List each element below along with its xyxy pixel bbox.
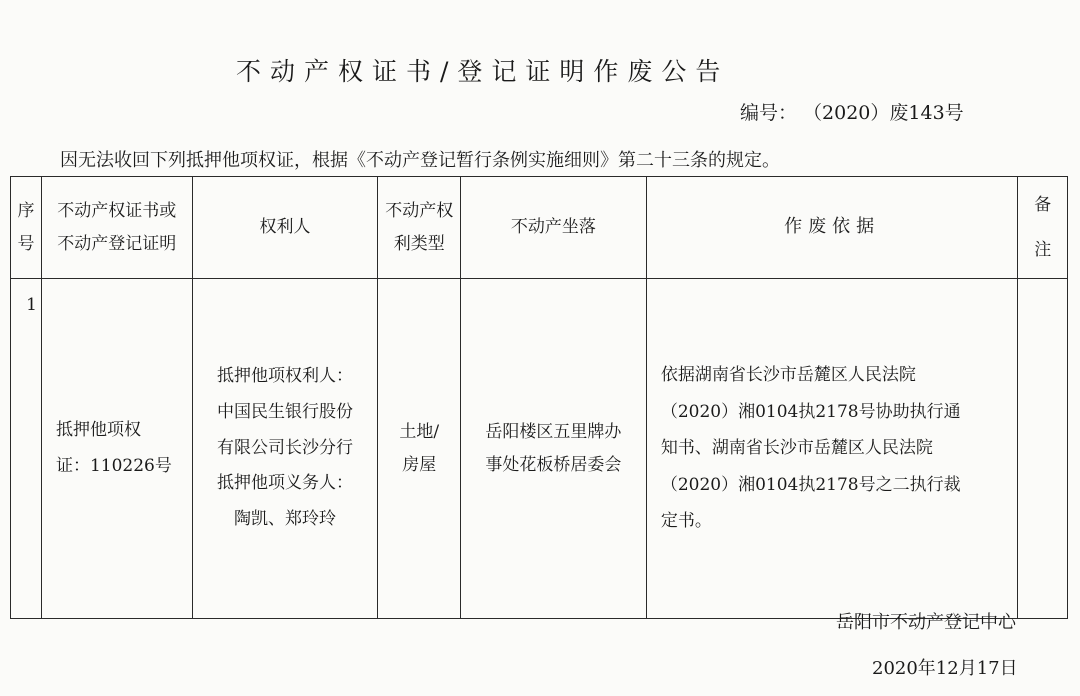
header-holder-label: 权利人 bbox=[259, 217, 311, 238]
header-right-type bbox=[378, 177, 461, 279]
document-number: 编号： （2020）废143号 bbox=[740, 102, 964, 124]
issuer-name: 岳阳市不动产登记中心 bbox=[836, 612, 1016, 633]
header-holder bbox=[192, 177, 378, 279]
row-holder-line: 抵押他项义务人： bbox=[217, 473, 354, 494]
row-holder-line: 有限公司长沙分行 bbox=[217, 437, 354, 458]
notice-title: 不动产权证书/登记证明作废公告 bbox=[236, 57, 730, 86]
row-right-type bbox=[378, 279, 461, 619]
issue-date: 2020年12月17日 bbox=[872, 658, 1018, 679]
header-certificate bbox=[41, 177, 192, 279]
header-note-line2: 注 bbox=[1034, 239, 1052, 260]
row-holder-line: 抵押他项权利人： bbox=[217, 366, 354, 387]
row-basis-line: （2020）湘0104执2178号协助执行通 bbox=[660, 401, 961, 422]
row-basis-line: （2020）湘0104执2178号之二执行裁 bbox=[660, 474, 961, 495]
header-seq-line2: 号 bbox=[17, 233, 35, 254]
header-seq-line1: 序 bbox=[17, 201, 35, 222]
header-seq bbox=[11, 177, 42, 279]
row-holder bbox=[192, 279, 378, 619]
row-seq: 1 bbox=[11, 279, 42, 619]
row-basis-line: 依据湖南省长沙市岳麓区人民法院 bbox=[660, 365, 916, 386]
row-holder-line: 陶凯、郑玲玲 bbox=[234, 509, 337, 530]
void-notice-table bbox=[10, 176, 1068, 619]
header-basis-label: 作废依据 bbox=[784, 216, 881, 238]
header-certificate-line1: 不动产权证书或 bbox=[57, 201, 177, 222]
row-location bbox=[461, 279, 647, 619]
header-note bbox=[1018, 177, 1068, 279]
header-note-line1: 备 bbox=[1034, 195, 1052, 216]
row-certificate bbox=[41, 279, 192, 619]
header-right-type-line2: 利类型 bbox=[393, 233, 445, 254]
table-header-row bbox=[11, 177, 1068, 279]
row-location-line1: 岳阳楼区五里牌办 bbox=[485, 422, 622, 443]
header-basis bbox=[646, 177, 1018, 279]
intro-text: 因无法收回下列抵押他项权证，根据《不动产登记暂行条例实施细则》第二十三条的规定。 bbox=[60, 150, 780, 171]
row-note bbox=[1018, 279, 1068, 619]
row-basis-line: 知书、湖南省长沙市岳麓区人民法院 bbox=[660, 438, 933, 459]
header-location bbox=[461, 177, 647, 279]
row-right-type-line1: 土地/ bbox=[399, 422, 440, 443]
row-certificate-line1: 抵押他项权 bbox=[55, 419, 141, 440]
row-void-basis bbox=[646, 279, 1018, 619]
row-basis-line: 定书。 bbox=[660, 511, 712, 532]
row-location-line2: 事处花板桥居委会 bbox=[485, 454, 622, 475]
header-location-label: 不动产坐落 bbox=[510, 217, 596, 238]
table-row bbox=[11, 279, 1068, 619]
row-holder-line: 中国民生银行股份 bbox=[217, 401, 354, 422]
header-right-type-line1: 不动产权 bbox=[385, 201, 454, 222]
row-right-type-line2: 房屋 bbox=[402, 454, 437, 475]
row-certificate-line2: 证：110226号 bbox=[55, 455, 172, 476]
header-certificate-line2: 不动产登记证明 bbox=[57, 233, 177, 254]
